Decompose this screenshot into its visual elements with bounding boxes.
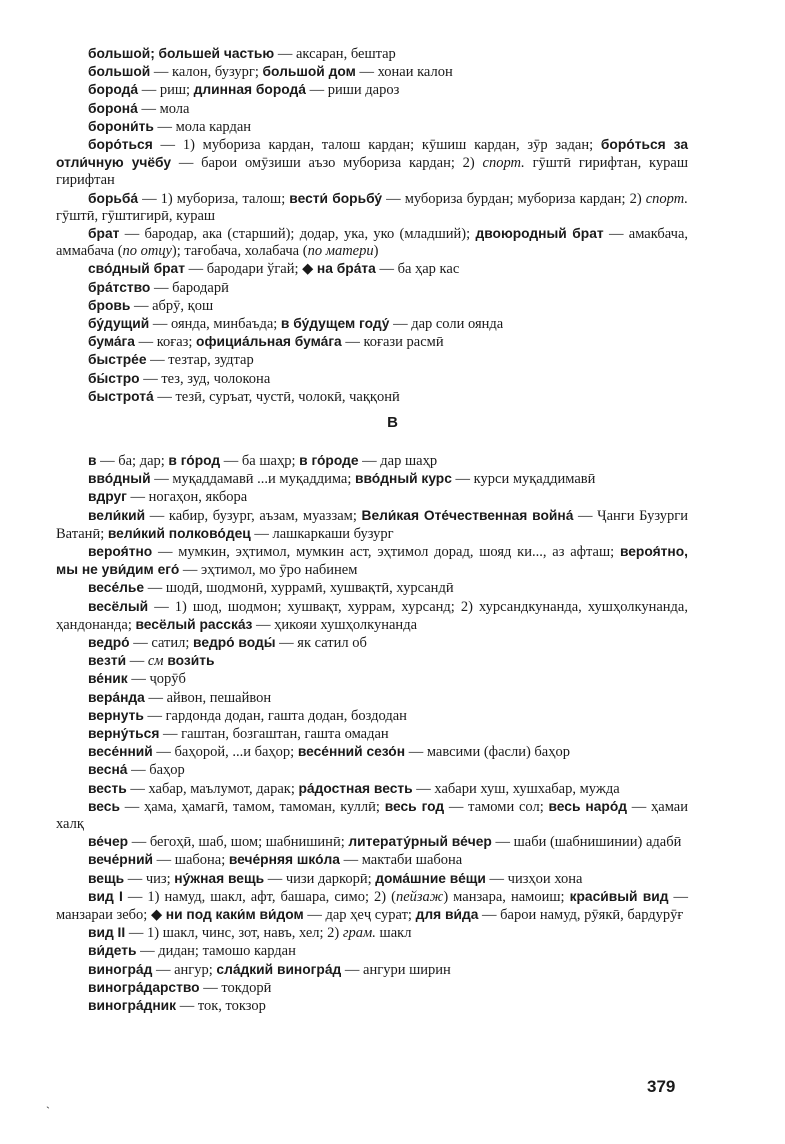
headword: ни под каки́м ви́дом [165, 907, 304, 923]
headword: литерату́рный ве́чер [348, 834, 492, 850]
headword: бра́тство [88, 279, 151, 295]
dictionary-entry [56, 225, 688, 260]
translation: — дар ҳеҷ сурат; [303, 907, 416, 924]
label-italic: грам. [342, 925, 376, 942]
dictionary-entry [56, 63, 688, 81]
headword: вид I [88, 888, 123, 904]
headword: борона́ [88, 100, 138, 116]
headword: брат [88, 226, 120, 242]
translation: — лашкаркаши бузург [250, 525, 394, 542]
translation: — гаштан, бозгаштан, гашта омадан [159, 726, 389, 743]
translation: — муқаддамавӣ ...и муқаддима; [150, 471, 356, 488]
translation: — гардонда додан, гашта додан, боздодан [143, 707, 407, 724]
dictionary-entry [56, 798, 688, 833]
dictionary-entry [56, 924, 688, 942]
headword: вести́ борьбу́ [289, 190, 383, 206]
dictionary-entry [56, 598, 688, 634]
dictionary-entry [56, 118, 688, 136]
section-heading: В [387, 414, 398, 431]
headword: весёлый [88, 598, 149, 614]
section-b-entries [56, 45, 688, 406]
headword: вече́рний [88, 852, 154, 868]
translation: — амакбача, аммабача ( [56, 226, 689, 260]
headword: вече́рняя шко́ла [228, 852, 340, 868]
headword: весть [88, 780, 127, 796]
headword: вероя́тно, мы не уви́дим его́ [56, 544, 688, 578]
dictionary-entry [56, 579, 688, 597]
headword: весь [88, 798, 120, 814]
translation: — коғази расмӣ [341, 334, 444, 351]
translation: шакл [375, 925, 412, 942]
translation: — дар соли оянда [389, 316, 504, 333]
label-italic: спорт. [482, 155, 525, 172]
translation: гӯштӣ, гӯштигирӣ, кураш [56, 207, 216, 224]
dictionary-entry [56, 81, 688, 99]
dictionary-entry [56, 279, 688, 297]
headword: бровь [88, 297, 131, 313]
headword: ра́достная весть [298, 780, 413, 796]
translation: — ба; дар; [96, 453, 169, 469]
translation: — манзараи зебо; ◆ [56, 888, 689, 924]
dictionary-entry [56, 260, 688, 278]
translation: — коғаз; [134, 334, 197, 351]
dictionary-entry [56, 961, 688, 979]
headword: виногра́дарство [88, 979, 200, 995]
headword: весе́нний [88, 744, 153, 760]
translation: — бародар, ака (старший); додар, ука, уко (младший); [119, 226, 476, 243]
dictionary-entry [56, 388, 688, 406]
dictionary-entry [56, 470, 688, 488]
translation: — дар шаҳр [358, 453, 438, 469]
translation: — хонаи калон [355, 64, 453, 81]
headword: бы́стро [88, 370, 140, 386]
translation: гӯштӣ гирифтан, кураш гирифтан [56, 155, 688, 189]
headword: везти́ [88, 653, 127, 669]
headword: весь год [384, 798, 445, 814]
translation: — чизҳои хона [485, 870, 583, 887]
dictionary-entry [56, 942, 688, 960]
headword: весе́нний сезо́н [297, 744, 406, 760]
translation: — ногаҳон, якбора [126, 489, 248, 506]
translation: — мубориза бурдан; мубориза кардан; 2) [382, 190, 646, 207]
headword: вели́кий [88, 507, 146, 523]
headword: вид II [88, 925, 126, 941]
translation: — ҳама, ҳамагӣ, тамом, тамоман, куллӣ; [119, 798, 385, 815]
corner-mark: ˋ [46, 1104, 50, 1118]
label-italic: см [147, 653, 164, 670]
headword: боро́ться за отли́чную учёбу [56, 137, 688, 171]
dictionary-entry [56, 190, 688, 225]
dictionary-entry [56, 507, 688, 543]
headword: вдруг [88, 489, 127, 505]
headword: на бра́та [316, 261, 376, 277]
translation: — мавсими (фасли) баҳор [405, 744, 570, 761]
dictionary-entry [56, 333, 688, 351]
headword: большой [88, 64, 151, 80]
headword: в го́роде [299, 453, 359, 468]
headword: вози́ть [163, 653, 215, 669]
translation: — чиз; [124, 870, 175, 887]
headword: ведро́ воды́ [193, 635, 276, 651]
headword: большой; [88, 46, 155, 61]
headword: дома́шние ве́щи [375, 870, 486, 886]
headword: официа́льная бума́га [196, 334, 342, 350]
headword: вероя́тно [88, 544, 153, 560]
dictionary-entry [56, 136, 688, 190]
headword: краси́вый вид [569, 888, 669, 904]
dictionary-entry [56, 100, 688, 118]
translation: — 1) мубориза кардан, талош кардан; кӯшиш кардан, зӯр задан; [152, 137, 601, 154]
dictionary-entry [56, 370, 688, 388]
translation: — кабир, бузург, аъзам, муаззам; [145, 507, 362, 524]
headword: весна́ [88, 762, 128, 778]
translation: — Ҷанги Бузурги Ватанӣ; [56, 507, 688, 542]
dictionary-entry [56, 743, 688, 761]
translation: — бегоҳӣ, шаб, шом; шабнишинӣ; [128, 834, 349, 851]
headword: вера́нда [88, 689, 145, 705]
translation: — шаби (шабнишинии) адабӣ [491, 834, 682, 851]
translation: — хабари хуш, хушхабар, мужда [412, 780, 620, 797]
translation: — ток, токзор [176, 998, 266, 1015]
translation: — 1) намуд, шакл, афт, башара, симо; 2) ( [122, 888, 396, 905]
translation: — абрӯ, қош [130, 297, 214, 314]
headword: сла́дкий виногра́д [216, 961, 342, 977]
translation: — ҷорӯб [127, 671, 186, 688]
translation: — баҳорой, ...и баҳор; [152, 744, 298, 761]
headword: борони́ть [88, 118, 154, 134]
headword: боро́ться [88, 137, 153, 153]
dictionary-entry [56, 634, 688, 652]
translation: — эҳтимол, мо ӯро набинем [179, 562, 358, 579]
translation: — бародарӣ [150, 279, 229, 296]
translation: — мактаби шабона [339, 852, 463, 869]
label-italic: пейзаж [395, 888, 444, 905]
headword: ведро́ [88, 635, 130, 651]
page-number: 379 [647, 1077, 676, 1096]
dictionary-entry [56, 452, 688, 470]
dictionary-entry [56, 725, 688, 743]
translation: — ангури ширин [341, 961, 451, 978]
dictionary-entry [56, 833, 688, 851]
translation: — сатил; [129, 635, 194, 652]
translation: — дидан; тамошо кардан [136, 943, 296, 960]
headword: ну́жная вещь [174, 870, 265, 886]
headword: быстрота́ [88, 388, 154, 404]
dictionary-entry [56, 351, 688, 369]
translation: — 1) шод, шодмон; хушвақт, хуррам, хурсанд; 2) хурсандкунанда, хушҳолкунанда, ҳандонанда; [56, 598, 688, 633]
translation: — бародари ўгай; ◆ [184, 261, 317, 278]
translation: — аксаран, бештар [274, 46, 396, 62]
headword: борьба́ [88, 190, 139, 206]
translation: — риши дароз [305, 82, 400, 99]
headword: верну́ться [88, 726, 160, 742]
translation: — шабона; [153, 852, 229, 869]
headword: вво́дный курс [355, 471, 452, 487]
headword: борода́ [88, 82, 139, 98]
headword: двоюродный брат [475, 226, 604, 242]
headword: весь наро́д [548, 798, 628, 814]
translation: — 1) мубориза, талош; [138, 190, 290, 207]
dictionary-entry [56, 851, 688, 869]
headword: ве́чер [88, 834, 129, 850]
dictionary-entry [56, 670, 688, 688]
translation: — тез, зуд, чолокона [139, 370, 271, 387]
translation: — ҳамаи халқ [56, 798, 688, 833]
headword: вво́дный [88, 471, 151, 487]
translation: — оянда, минбаъда; [149, 316, 281, 333]
headword: в го́род [168, 453, 221, 468]
label-italic: спорт. [645, 190, 688, 207]
headword: бу́дущий [88, 316, 150, 332]
translation: ) [373, 243, 379, 260]
headword: ве́ник [88, 671, 128, 687]
headword: весёлый расска́з [135, 616, 253, 632]
translation: — баҳор [127, 762, 185, 779]
dictionary-entry [56, 297, 688, 315]
headword: большей частью [158, 46, 275, 61]
section-v-entries [56, 452, 688, 1015]
dictionary-entry [56, 979, 688, 997]
dictionary-entry [56, 761, 688, 779]
headword: весе́лье [88, 580, 145, 596]
headword: ви́деть [88, 943, 137, 959]
dictionary-entry [56, 870, 688, 888]
translation: — барои омӯзиши аъзо мубориза кардан; 2) [171, 155, 483, 172]
headword: виногра́дник [88, 998, 177, 1014]
translation: — тезӣ, суръат, чустӣ, чолокӣ, чаққонӣ [153, 388, 400, 405]
translation: — барои намуд, рӯякӣ, бардурӯғ [478, 907, 684, 924]
headword: длинная борода́ [193, 82, 306, 98]
translation: — мола кардан [153, 118, 252, 135]
translation: — шодӣ, шодмонӣ, хуррамӣ, хушвақтӣ, хурсандӣ [144, 580, 454, 597]
translation: — айвон, пешайвон [144, 689, 272, 706]
headword: сво́дный брат [88, 261, 185, 277]
dictionary-entry [56, 315, 688, 333]
translation: — хабар, маълумот, дарак; [126, 780, 299, 797]
dictionary-entry [56, 543, 688, 579]
dictionary-entry [56, 707, 688, 725]
translation: — риш; [138, 82, 194, 99]
dictionary-entry [56, 780, 688, 798]
translation: — ҳикояи хушҳолкунанда [252, 616, 418, 633]
dictionary-entry [56, 488, 688, 506]
translation: — тамоми сол; [444, 798, 549, 815]
dictionary-entry [56, 888, 688, 924]
translation: — калон, бузург; [150, 64, 263, 81]
label-italic: по отцу [122, 243, 172, 260]
translation: — чизи даркорӣ; [264, 870, 376, 887]
translation: — тезтар, зудтар [146, 352, 254, 369]
headword: вещь [88, 870, 125, 886]
headword: быстре́е [88, 352, 147, 368]
translation: ) манзара, намоиш; [443, 888, 570, 905]
headword: большой дом [262, 64, 356, 80]
headword: вернуть [88, 707, 144, 723]
headword: Вели́кая Оте́чественная война́ [361, 507, 574, 523]
translation: — ангур; [152, 961, 217, 978]
translation: — мумкин, эҳтимол, мумкин аст, эҳтимол дорад, шояд ки..., аз афташ; [152, 544, 620, 561]
headword: бума́га [88, 334, 135, 350]
translation: ); тағобача, холабача ( [171, 243, 308, 260]
headword: в бу́дущем году́ [280, 316, 390, 332]
translation: — [126, 653, 148, 670]
translation: — курси муқаддимавӣ [451, 471, 596, 488]
translation: — токдорӣ [199, 979, 272, 996]
dictionary-entry [56, 997, 688, 1015]
headword: виногра́д [88, 961, 153, 977]
translation: — 1) шакл, чинс, зот, навъ, хел; 2) [125, 925, 343, 942]
dictionary-entry [56, 652, 688, 670]
translation: — ба ҳар кас [375, 261, 460, 278]
label-italic: по матери [307, 243, 374, 260]
headword: в [88, 453, 97, 468]
translation: — мола [137, 100, 190, 117]
dictionary-entry [56, 689, 688, 707]
headword: вели́кий полково́дец [107, 525, 251, 541]
headword: для ви́да [415, 907, 479, 923]
translation: — ба шаҳр; [220, 453, 300, 469]
translation: — як сатил об [275, 635, 367, 652]
dictionary-entry [56, 45, 688, 63]
